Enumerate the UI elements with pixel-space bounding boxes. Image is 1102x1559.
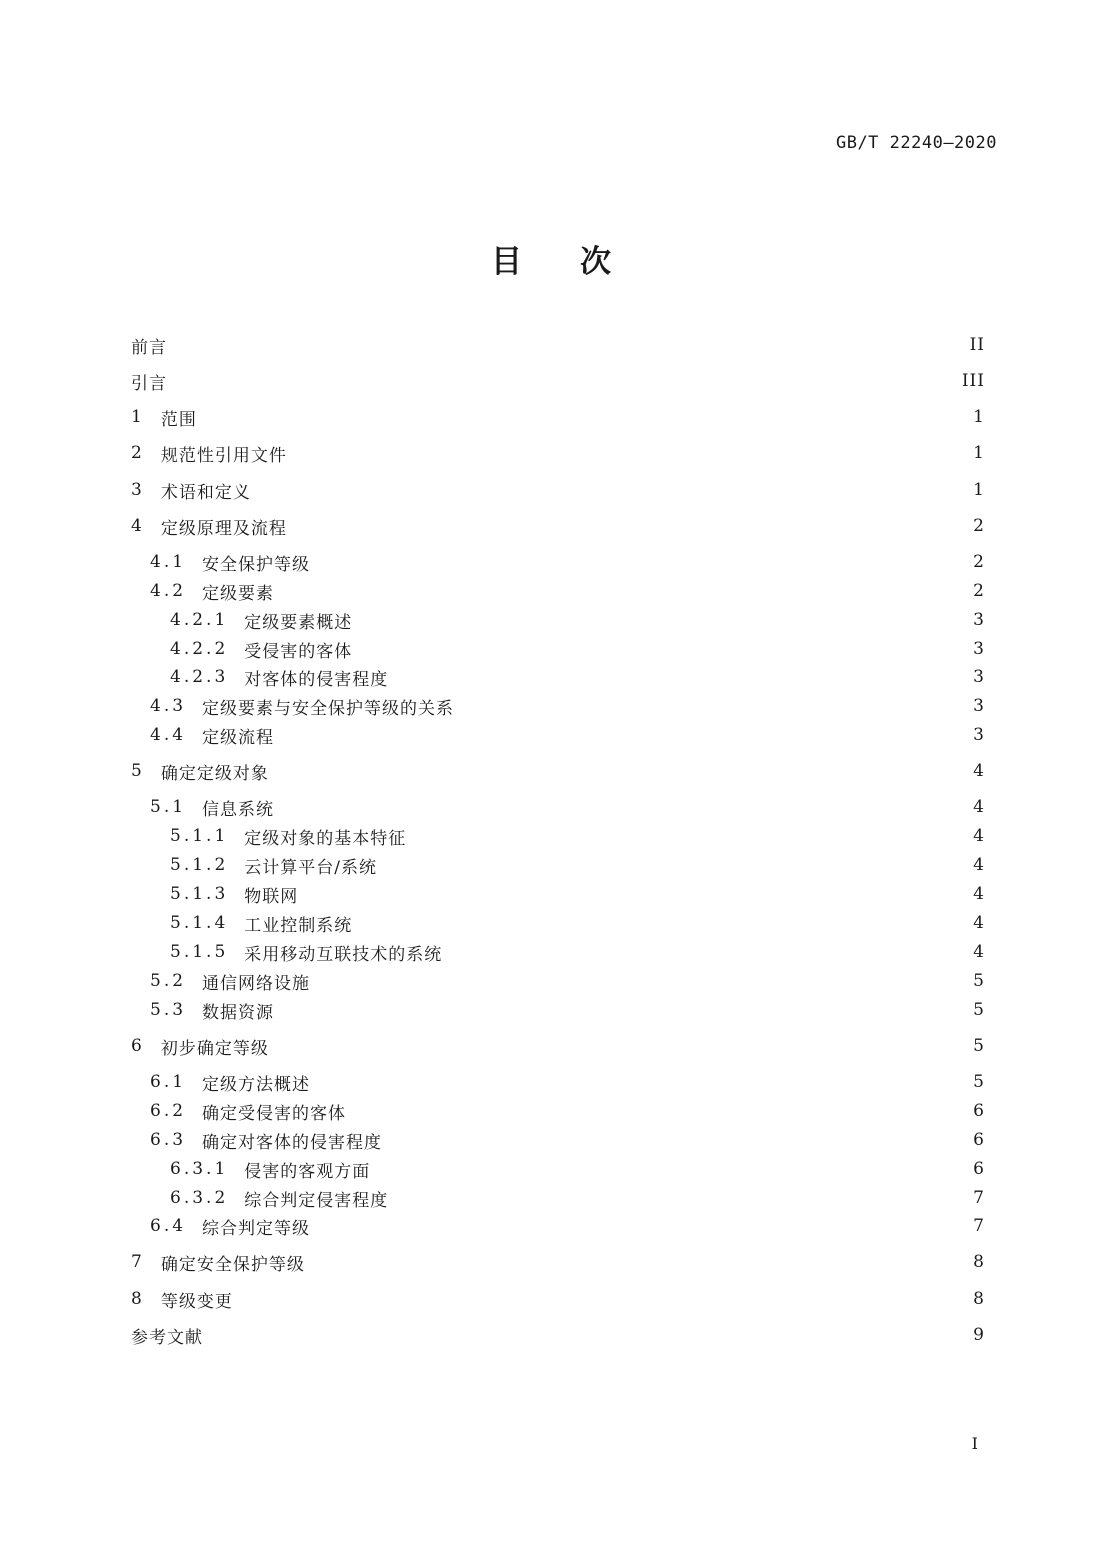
dot-leader	[390, 1126, 967, 1154]
toc-entry-page: II	[969, 335, 985, 355]
dot-leader	[241, 1285, 967, 1313]
page-number: I	[971, 1434, 978, 1453]
dot-leader	[396, 1184, 967, 1212]
toc-entry-11[interactable]	[150, 692, 985, 720]
toc-entry-title: 物联网	[244, 886, 299, 907]
toc-entry-page: 8	[973, 1289, 985, 1309]
toc-entry-page: 4	[973, 913, 985, 933]
toc-entry-title: 通信网络设施	[202, 973, 311, 994]
dot-leader	[360, 606, 967, 634]
toc-entry-14[interactable]	[150, 793, 985, 821]
toc-entry-number: 6.3.2	[170, 1188, 229, 1208]
toc-entry-number: 4.1	[150, 552, 187, 572]
toc-entry-page: 2	[973, 581, 985, 601]
toc-entry-number: 5	[131, 761, 145, 781]
toc-entry-title: 安全保护等级	[202, 554, 311, 575]
toc-entry-page: 4	[973, 942, 985, 962]
toc-entry-page: 3	[973, 696, 985, 716]
toc-entry-title: 采用移动互联技术的系统	[244, 944, 443, 965]
toc-entry-27[interactable]	[170, 1184, 985, 1212]
toc-entry-18[interactable]	[170, 909, 985, 937]
toc-entry-page: 1	[973, 480, 985, 500]
toc-entry-page: 3	[973, 610, 985, 630]
toc-entry-4[interactable]	[131, 476, 985, 504]
toc-entry-title: 信息系统	[202, 799, 275, 820]
toc-entry-page: 5	[973, 1036, 985, 1056]
dot-leader	[462, 692, 967, 720]
toc-entry-number: 6.2	[150, 1101, 187, 1121]
toc-entry-29[interactable]	[131, 1248, 985, 1276]
toc-entry-page: 3	[973, 667, 985, 687]
toc-entry-13[interactable]	[131, 757, 985, 785]
toc-entry-page: 6	[973, 1159, 985, 1179]
toc-entry-20[interactable]	[150, 967, 985, 995]
dot-leader	[385, 851, 967, 879]
toc-entry-number: 6.3.1	[170, 1159, 229, 1179]
toc-entry-25[interactable]	[150, 1126, 985, 1154]
toc-entry-number: 5.1.2	[170, 855, 229, 875]
toc-entry-number: 8	[131, 1289, 145, 1309]
toc-entry-title: 定级原理及流程	[160, 518, 287, 539]
dot-leader	[318, 967, 967, 995]
dot-leader	[259, 476, 967, 504]
toc-entry-number: 4.2.1	[170, 610, 229, 630]
toc-entry-page: 6	[973, 1101, 985, 1121]
toc-entry-page: 4	[973, 826, 985, 846]
toc-entry-number: 4.4	[150, 725, 187, 745]
toc-entry-number: 5.1	[150, 797, 187, 817]
toc-entry-1[interactable]	[131, 367, 985, 395]
toc-entry-number: 6.4	[150, 1216, 187, 1236]
toc-entry-page: 2	[973, 552, 985, 572]
dot-leader	[277, 757, 967, 785]
toc-entry-9[interactable]	[170, 635, 985, 663]
standard-number: GB/T 22240—2020	[835, 133, 997, 153]
toc-entry-28[interactable]	[150, 1212, 985, 1240]
toc-entry-page: 1	[973, 443, 985, 463]
toc-entry-23[interactable]	[150, 1068, 985, 1096]
toc-entry-12[interactable]	[150, 721, 985, 749]
toc-entry-page: 8	[973, 1252, 985, 1272]
toc-entry-title: 确定安全保护等级	[160, 1254, 305, 1275]
toc-entry-page: 5	[973, 971, 985, 991]
toc-entry-21[interactable]	[150, 996, 985, 1024]
toc-entry-title: 规范性引用文件	[160, 445, 287, 466]
dot-leader	[450, 938, 967, 966]
toc-entry-26[interactable]	[170, 1155, 985, 1183]
toc-entry-8[interactable]	[170, 606, 985, 634]
toc-entry-22[interactable]	[131, 1032, 985, 1060]
dot-leader	[282, 996, 967, 1024]
toc-entry-7[interactable]	[150, 577, 985, 605]
page-title: 目次	[491, 244, 669, 280]
toc-entry-19[interactable]	[170, 938, 985, 966]
dot-leader	[360, 909, 967, 937]
toc-entry-17[interactable]	[170, 880, 985, 908]
dot-leader	[306, 880, 967, 908]
toc-entry-page: 3	[973, 639, 985, 659]
dot-leader	[295, 512, 967, 540]
toc-entry-6[interactable]	[150, 548, 985, 576]
dot-leader	[282, 721, 967, 749]
toc-entry-title: 引言	[131, 373, 167, 394]
toc-entry-number: 5.3	[150, 1000, 187, 1020]
toc-entry-title: 术语和定义	[160, 482, 251, 503]
toc-entry-31[interactable]	[131, 1321, 985, 1349]
toc-entry-10[interactable]	[170, 663, 985, 691]
toc-entry-title: 确定定级对象	[160, 763, 269, 784]
toc-entry-number: 4.2.3	[170, 667, 229, 687]
toc-entry-title: 数据资源	[202, 1002, 275, 1023]
toc-entry-page: 7	[973, 1216, 985, 1236]
dot-leader	[378, 1155, 967, 1183]
toc-entry-15[interactable]	[170, 822, 985, 850]
toc-entry-16[interactable]	[170, 851, 985, 879]
dot-leader	[282, 577, 967, 605]
toc-entry-title: 对客体的侵害程度	[244, 669, 389, 690]
dot-leader	[414, 822, 967, 850]
toc-entry-title: 初步确定等级	[160, 1038, 269, 1059]
dot-leader	[360, 635, 967, 663]
toc-entry-page: III	[961, 371, 985, 391]
toc-entry-number: 5.1.3	[170, 884, 229, 904]
toc-entry-title: 前言	[131, 337, 167, 358]
toc-entry-page: 7	[973, 1188, 985, 1208]
toc-entry-number: 6.3	[150, 1130, 187, 1150]
toc-entry-3[interactable]	[131, 439, 985, 467]
toc-entry-title: 受侵害的客体	[244, 641, 353, 662]
toc-entry-title: 确定对客体的侵害程度	[202, 1132, 383, 1153]
toc-entry-0[interactable]	[131, 331, 985, 359]
toc-entry-5[interactable]	[131, 512, 985, 540]
dot-leader	[295, 439, 967, 467]
dot-leader	[175, 331, 964, 359]
dot-leader	[175, 367, 956, 395]
toc-entry-number: 5.1.1	[170, 826, 229, 846]
toc-entry-title: 等级变更	[160, 1291, 233, 1312]
toc-entry-number: 1	[131, 407, 145, 427]
toc-entry-title: 参考文献	[131, 1327, 203, 1348]
toc-entry-2[interactable]	[131, 403, 985, 431]
toc-entry-title: 定级要素概述	[244, 612, 353, 633]
toc-entry-title: 侵害的客观方面	[244, 1161, 371, 1182]
dot-leader	[396, 663, 967, 691]
toc-entry-page: 5	[973, 1072, 985, 1092]
toc-entry-number: 6	[131, 1036, 145, 1056]
toc-entry-title: 范围	[160, 409, 197, 430]
toc-entry-24[interactable]	[150, 1097, 985, 1125]
toc-entry-number: 7	[131, 1252, 145, 1272]
toc-entry-title: 综合判定等级	[202, 1218, 311, 1239]
toc-entry-number: 4.2	[150, 581, 187, 601]
toc-entry-page: 3	[973, 725, 985, 745]
toc-entry-title: 云计算平台/系统	[244, 857, 377, 878]
toc-entry-number: 3	[131, 480, 145, 500]
toc-entry-number: 4	[131, 516, 145, 536]
toc-entry-page: 4	[973, 884, 985, 904]
toc-entry-title: 工业控制系统	[244, 915, 353, 936]
dot-leader	[277, 1032, 967, 1060]
toc-entry-title: 定级流程	[202, 727, 275, 748]
toc-entry-30[interactable]	[131, 1285, 985, 1313]
toc-entry-title: 定级对象的基本特征	[244, 828, 407, 849]
toc-entry-number: 4.2.2	[170, 639, 229, 659]
toc-entry-page: 1	[973, 407, 985, 427]
toc-entry-page: 6	[973, 1130, 985, 1150]
dot-leader	[282, 793, 967, 821]
toc-entry-number: 4.3	[150, 696, 187, 716]
toc-entry-title: 定级要素	[202, 583, 275, 604]
dot-leader	[318, 548, 967, 576]
toc-entry-page: 4	[973, 797, 985, 817]
dot-leader	[318, 1212, 967, 1240]
dot-leader	[211, 1321, 967, 1349]
dot-leader	[205, 403, 967, 431]
toc-entry-number: 5.1.4	[170, 913, 229, 933]
dot-leader	[354, 1097, 967, 1125]
toc-entry-number: 5.1.5	[170, 942, 229, 962]
toc-entry-title: 定级要素与安全保护等级的关系	[202, 698, 455, 719]
toc-entry-title: 定级方法概述	[202, 1074, 311, 1095]
toc-entry-number: 6.1	[150, 1072, 187, 1092]
toc-entry-page: 5	[973, 1000, 985, 1020]
toc-entry-page: 2	[973, 516, 985, 536]
toc-entry-title: 综合判定侵害程度	[244, 1190, 389, 1211]
toc-entry-number: 5.2	[150, 971, 187, 991]
toc-entry-number: 2	[131, 443, 145, 463]
toc-entry-page: 4	[973, 761, 985, 781]
dot-leader	[313, 1248, 967, 1276]
toc-entry-title: 确定受侵害的客体	[202, 1103, 347, 1124]
toc-entry-page: 4	[973, 855, 985, 875]
dot-leader	[318, 1068, 967, 1096]
toc-entry-page: 9	[973, 1325, 985, 1345]
